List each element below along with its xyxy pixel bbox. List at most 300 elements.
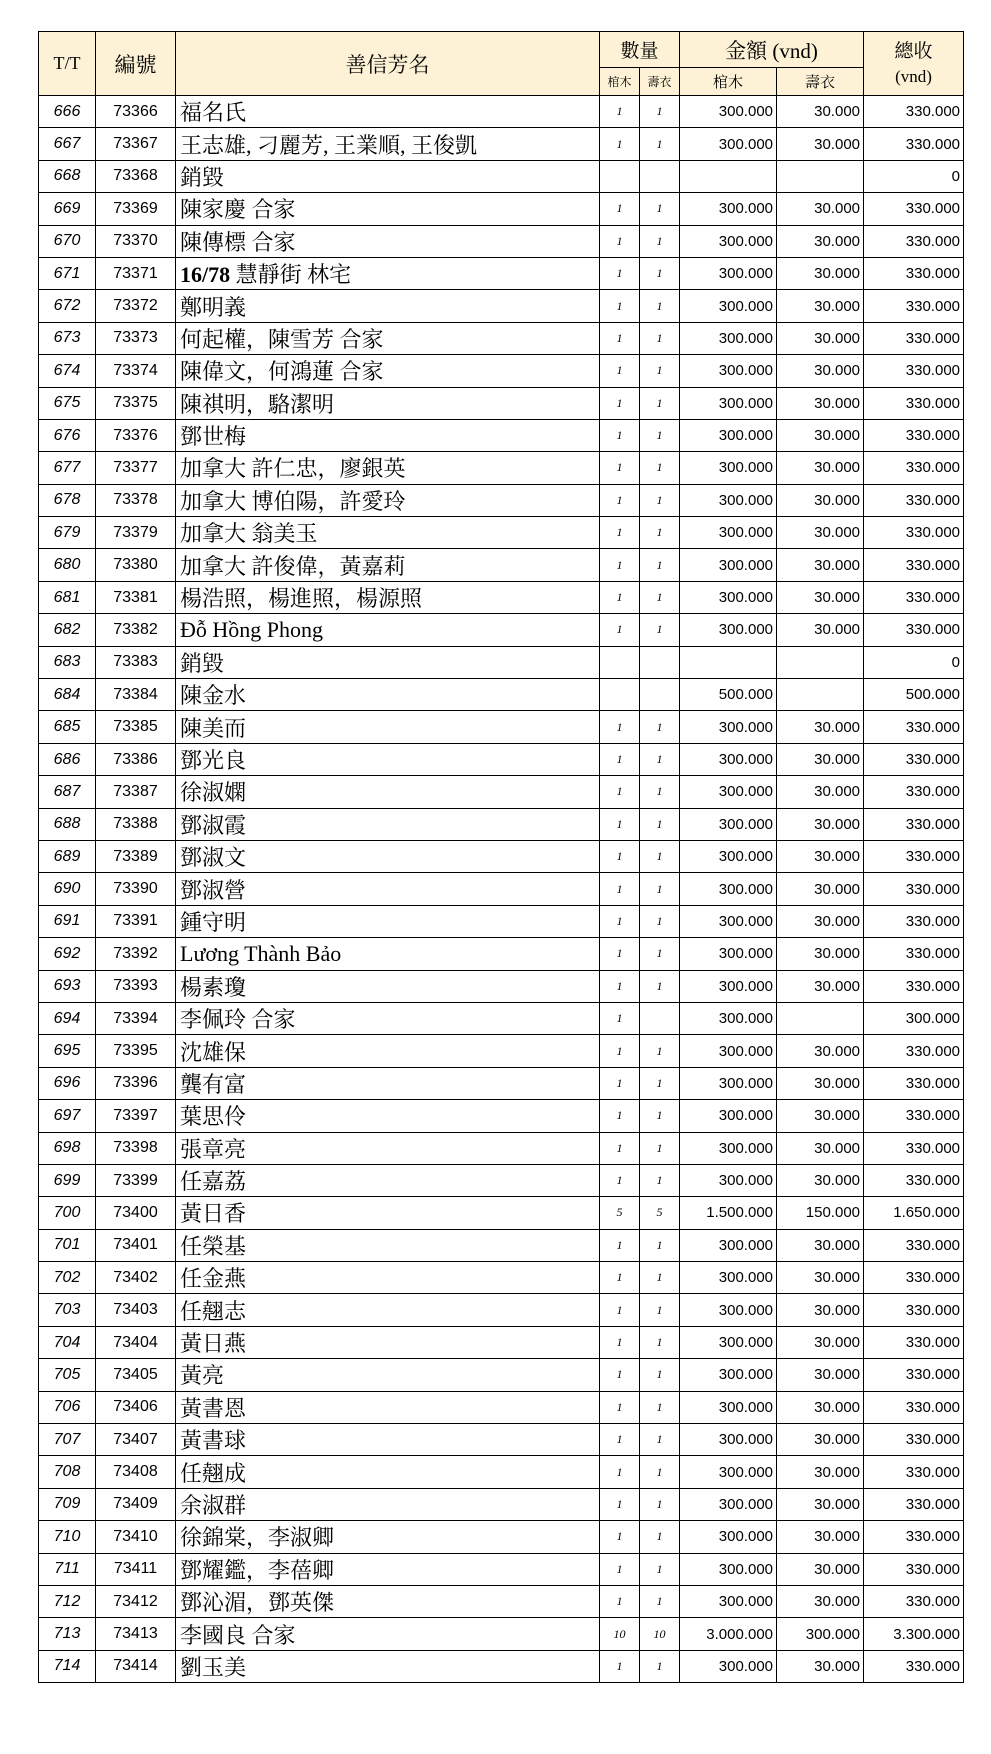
row-tt: 676	[39, 419, 96, 451]
row-amount-robe: 30.000	[777, 1262, 864, 1294]
table-row	[39, 1002, 964, 1034]
row-amount-coffin: 300.000	[680, 743, 777, 775]
row-amount-coffin: 300.000	[680, 1035, 777, 1067]
row-qty-robe: 1	[640, 1262, 680, 1294]
row-donor-name: 陳美而	[176, 711, 600, 743]
row-tt: 703	[39, 1294, 96, 1326]
row-total: 330.000	[864, 970, 964, 1002]
row-donor-name-text: 慧靜街 林宅	[235, 262, 352, 288]
row-amount-robe: 30.000	[777, 1294, 864, 1326]
table-row	[39, 711, 964, 743]
row-qty-robe: 1	[640, 776, 680, 808]
row-tt: 681	[39, 581, 96, 613]
row-qty-robe: 10	[640, 1618, 680, 1650]
row-amount-coffin: 300.000	[680, 517, 777, 549]
row-qty-coffin: 1	[600, 1294, 640, 1326]
row-donor-address-number: 16/78	[180, 262, 231, 288]
row-amount-robe: 30.000	[777, 419, 864, 451]
row-total: 330.000	[864, 614, 964, 646]
row-qty-robe: 1	[640, 873, 680, 905]
row-amount-coffin: 300.000	[680, 711, 777, 743]
row-qty-robe: 1	[640, 1067, 680, 1099]
row-donor-name: 李國良 合家	[176, 1618, 600, 1650]
row-qty-robe: 1	[640, 1488, 680, 1520]
row-total: 330.000	[864, 1488, 964, 1520]
row-amount-robe: 30.000	[777, 614, 864, 646]
row-total: 330.000	[864, 1391, 964, 1423]
header-amount-robe: 壽衣	[777, 68, 864, 96]
row-amount-coffin: 300.000	[680, 225, 777, 257]
row-total: 330.000	[864, 1424, 964, 1456]
row-amount-coffin: 300.000	[680, 128, 777, 160]
row-amount-coffin: 300.000	[680, 808, 777, 840]
row-total: 330.000	[864, 128, 964, 160]
row-total: 330.000	[864, 1164, 964, 1196]
row-number: 73413	[96, 1618, 176, 1650]
row-qty-robe: 1	[640, 743, 680, 775]
row-amount-robe: 30.000	[777, 970, 864, 1002]
row-number: 73392	[96, 938, 176, 970]
row-total: 330.000	[864, 1067, 964, 1099]
row-qty-robe: 1	[640, 1456, 680, 1488]
row-amount-coffin: 300.000	[680, 873, 777, 905]
row-number: 73406	[96, 1391, 176, 1423]
row-amount-robe: 30.000	[777, 257, 864, 289]
row-donor-name: 陳傳標 合家	[176, 225, 600, 257]
header-amount: 金額 (vnd)	[680, 32, 864, 68]
row-total: 330.000	[864, 1294, 964, 1326]
row-number: 73375	[96, 387, 176, 419]
row-qty-robe: 1	[640, 1326, 680, 1358]
row-donor-name: 黃書恩	[176, 1391, 600, 1423]
table-row	[39, 1164, 964, 1196]
row-tt: 677	[39, 452, 96, 484]
row-number: 73381	[96, 581, 176, 613]
row-amount-robe: 30.000	[777, 355, 864, 387]
row-donor-name: 任金燕	[176, 1262, 600, 1294]
row-number: 73409	[96, 1488, 176, 1520]
row-tt: 669	[39, 193, 96, 225]
row-total: 330.000	[864, 1521, 964, 1553]
row-amount-robe: 30.000	[777, 1035, 864, 1067]
row-qty-coffin: 1	[600, 322, 640, 354]
row-number: 73388	[96, 808, 176, 840]
row-qty-coffin: 1	[600, 549, 640, 581]
row-total: 330.000	[864, 1359, 964, 1391]
row-tt: 682	[39, 614, 96, 646]
row-donor-name: 鄧光良	[176, 743, 600, 775]
row-amount-coffin: 300.000	[680, 1294, 777, 1326]
table-row	[39, 1650, 964, 1682]
row-amount-robe: 30.000	[777, 743, 864, 775]
table-row	[39, 1132, 964, 1164]
row-tt: 695	[39, 1035, 96, 1067]
table-row	[39, 679, 964, 711]
row-amount-robe: 30.000	[777, 808, 864, 840]
row-total: 330.000	[864, 905, 964, 937]
table-row	[39, 128, 964, 160]
row-qty-robe: 1	[640, 970, 680, 1002]
row-total: 330.000	[864, 355, 964, 387]
row-tt: 685	[39, 711, 96, 743]
row-amount-coffin: 300.000	[680, 614, 777, 646]
row-qty-robe: 1	[640, 581, 680, 613]
row-donor-name: 加拿大 許俊偉，黃嘉莉	[176, 549, 600, 581]
header-quantity: 數量	[600, 32, 680, 68]
row-amount-robe: 30.000	[777, 1359, 864, 1391]
row-amount-robe: 30.000	[777, 840, 864, 872]
row-amount-coffin: 300.000	[680, 193, 777, 225]
row-total: 3.300.000	[864, 1618, 964, 1650]
row-number: 73368	[96, 160, 176, 192]
row-qty-robe	[640, 646, 680, 678]
row-amount-robe: 30.000	[777, 1650, 864, 1682]
row-total: 330.000	[864, 776, 964, 808]
row-amount-coffin: 300.000	[680, 1553, 777, 1585]
row-amount-coffin: 300.000	[680, 970, 777, 1002]
row-qty-coffin: 1	[600, 193, 640, 225]
row-tt: 672	[39, 290, 96, 322]
row-amount-coffin: 300.000	[680, 1164, 777, 1196]
row-amount-coffin: 300.000	[680, 1488, 777, 1520]
row-tt: 700	[39, 1197, 96, 1229]
row-total: 330.000	[864, 96, 964, 128]
row-qty-coffin: 1	[600, 257, 640, 289]
row-number: 73371	[96, 257, 176, 289]
row-donor-name: 加拿大 翁美玉	[176, 517, 600, 549]
row-amount-robe: 30.000	[777, 193, 864, 225]
table-row	[39, 160, 964, 192]
row-tt: 707	[39, 1424, 96, 1456]
row-total: 330.000	[864, 1132, 964, 1164]
row-number: 73374	[96, 355, 176, 387]
row-tt: 696	[39, 1067, 96, 1099]
row-amount-robe: 30.000	[777, 1164, 864, 1196]
row-donor-name: 任翹志	[176, 1294, 600, 1326]
row-qty-robe: 1	[640, 290, 680, 322]
row-donor-name: 鄧淑霞	[176, 808, 600, 840]
row-donor-name: 任翹成	[176, 1456, 600, 1488]
table-row	[39, 1359, 964, 1391]
row-amount-robe: 30.000	[777, 905, 864, 937]
row-tt: 667	[39, 128, 96, 160]
row-qty-robe	[640, 679, 680, 711]
row-tt: 710	[39, 1521, 96, 1553]
row-amount-robe: 30.000	[777, 1424, 864, 1456]
row-number: 73369	[96, 193, 176, 225]
row-number: 73367	[96, 128, 176, 160]
row-number: 73414	[96, 1650, 176, 1682]
row-qty-coffin: 1	[600, 1553, 640, 1585]
row-qty-coffin: 1	[600, 614, 640, 646]
row-total: 330.000	[864, 581, 964, 613]
row-amount-robe: 30.000	[777, 776, 864, 808]
row-qty-coffin	[600, 679, 640, 711]
row-donor-name: 鄧淑文	[176, 840, 600, 872]
row-amount-robe: 30.000	[777, 387, 864, 419]
row-amount-coffin: 300.000	[680, 1262, 777, 1294]
row-qty-coffin: 1	[600, 1488, 640, 1520]
row-amount-coffin	[680, 160, 777, 192]
row-donor-name: Đỗ Hồng Phong	[176, 614, 600, 646]
table-row	[39, 1067, 964, 1099]
row-qty-coffin: 1	[600, 1132, 640, 1164]
row-total: 330.000	[864, 840, 964, 872]
row-qty-coffin: 1	[600, 96, 640, 128]
table-body	[39, 96, 964, 1683]
row-amount-coffin: 300.000	[680, 1650, 777, 1682]
row-amount-coffin: 500.000	[680, 679, 777, 711]
row-amount-robe: 30.000	[777, 1229, 864, 1261]
row-qty-coffin: 1	[600, 581, 640, 613]
table-row	[39, 193, 964, 225]
row-amount-robe: 30.000	[777, 517, 864, 549]
row-qty-robe: 1	[640, 193, 680, 225]
row-qty-robe: 1	[640, 322, 680, 354]
header-amount-coffin: 棺木	[680, 68, 777, 96]
row-qty-coffin: 1	[600, 1262, 640, 1294]
row-donor-name: 鍾守明	[176, 905, 600, 937]
row-amount-robe: 30.000	[777, 290, 864, 322]
row-tt: 692	[39, 938, 96, 970]
row-amount-coffin: 300.000	[680, 938, 777, 970]
row-total: 330.000	[864, 452, 964, 484]
row-number: 73370	[96, 225, 176, 257]
row-number: 73398	[96, 1132, 176, 1164]
row-amount-robe	[777, 646, 864, 678]
row-total: 330.000	[864, 1262, 964, 1294]
row-number: 73404	[96, 1326, 176, 1358]
row-amount-robe: 300.000	[777, 1618, 864, 1650]
row-amount-coffin: 300.000	[680, 776, 777, 808]
row-amount-coffin: 3.000.000	[680, 1618, 777, 1650]
table-row	[39, 646, 964, 678]
row-donor-name: 沈雄保	[176, 1035, 600, 1067]
row-amount-coffin: 300.000	[680, 387, 777, 419]
row-amount-robe: 30.000	[777, 1456, 864, 1488]
row-qty-coffin: 10	[600, 1618, 640, 1650]
table-row	[39, 549, 964, 581]
row-amount-coffin: 300.000	[680, 1359, 777, 1391]
row-tt: 706	[39, 1391, 96, 1423]
row-donor-name: 鄧淑營	[176, 873, 600, 905]
header-total-label: 總收	[894, 40, 933, 62]
table-row	[39, 484, 964, 516]
table-row	[39, 1424, 964, 1456]
row-number: 73397	[96, 1100, 176, 1132]
row-qty-coffin: 1	[600, 905, 640, 937]
row-number: 73411	[96, 1553, 176, 1585]
row-qty-coffin: 1	[600, 452, 640, 484]
row-donor-name: 加拿大 許仁忠，廖銀英	[176, 452, 600, 484]
row-qty-coffin: 1	[600, 970, 640, 1002]
table-row	[39, 1488, 964, 1520]
row-donor-name: 鄧耀鑑，李蓓卿	[176, 1553, 600, 1585]
row-number: 73401	[96, 1229, 176, 1261]
row-amount-coffin: 300.000	[680, 257, 777, 289]
row-tt: 683	[39, 646, 96, 678]
row-tt: 670	[39, 225, 96, 257]
row-amount-coffin: 300.000	[680, 581, 777, 613]
row-total: 330.000	[864, 1035, 964, 1067]
row-qty-coffin	[600, 160, 640, 192]
row-amount-robe: 30.000	[777, 549, 864, 581]
row-qty-coffin: 1	[600, 1067, 640, 1099]
table-row	[39, 1035, 964, 1067]
row-amount-coffin: 300.000	[680, 549, 777, 581]
row-donor-name: 鄧世梅	[176, 419, 600, 451]
row-qty-robe: 1	[640, 1229, 680, 1261]
row-qty-robe	[640, 1002, 680, 1034]
row-total: 330.000	[864, 1553, 964, 1585]
row-donor-name: 王志雄, 刁麗芳, 王業順, 王俊凱	[176, 128, 600, 160]
row-qty-coffin: 1	[600, 1100, 640, 1132]
row-amount-coffin: 300.000	[680, 1391, 777, 1423]
row-tt: 688	[39, 808, 96, 840]
table-row	[39, 1553, 964, 1585]
row-amount-robe: 30.000	[777, 1326, 864, 1358]
table-row	[39, 840, 964, 872]
row-tt: 679	[39, 517, 96, 549]
row-amount-robe: 30.000	[777, 1132, 864, 1164]
row-qty-robe: 1	[640, 711, 680, 743]
table-row	[39, 970, 964, 1002]
row-qty-robe: 1	[640, 1585, 680, 1617]
row-qty-coffin: 1	[600, 387, 640, 419]
row-qty-coffin: 1	[600, 1585, 640, 1617]
row-qty-coffin: 1	[600, 484, 640, 516]
table-row	[39, 355, 964, 387]
row-donor-name: 余淑群	[176, 1488, 600, 1520]
table-row	[39, 290, 964, 322]
table-row	[39, 1456, 964, 1488]
row-qty-coffin: 1	[600, 743, 640, 775]
row-amount-robe	[777, 1002, 864, 1034]
row-qty-robe: 1	[640, 1035, 680, 1067]
header-donor-name: 善信芳名	[176, 32, 600, 96]
table-row	[39, 419, 964, 451]
row-total: 330.000	[864, 290, 964, 322]
row-qty-robe: 5	[640, 1197, 680, 1229]
row-donor-name: 徐錦棠，李淑卿	[176, 1521, 600, 1553]
row-amount-robe: 30.000	[777, 1100, 864, 1132]
table-row	[39, 1197, 964, 1229]
row-tt: 666	[39, 96, 96, 128]
table-row	[39, 452, 964, 484]
row-donor-name: 龔有富	[176, 1067, 600, 1099]
row-tt: 702	[39, 1262, 96, 1294]
row-tt: 678	[39, 484, 96, 516]
row-donor-name: 李佩玲 合家	[176, 1002, 600, 1034]
row-qty-robe: 1	[640, 1553, 680, 1585]
row-tt: 694	[39, 1002, 96, 1034]
donation-table	[38, 31, 964, 1683]
row-qty-robe: 1	[640, 938, 680, 970]
table-row	[39, 257, 964, 289]
row-qty-coffin: 1	[600, 840, 640, 872]
row-tt: 701	[39, 1229, 96, 1261]
table-row	[39, 938, 964, 970]
row-donor-name: 陳祺明，駱潔明	[176, 387, 600, 419]
row-total: 330.000	[864, 193, 964, 225]
row-donor-name: 張章亮	[176, 1132, 600, 1164]
row-number: 73376	[96, 419, 176, 451]
row-tt: 704	[39, 1326, 96, 1358]
row-tt: 675	[39, 387, 96, 419]
row-amount-coffin: 300.000	[680, 840, 777, 872]
row-qty-coffin: 1	[600, 128, 640, 160]
row-tt: 691	[39, 905, 96, 937]
row-tt: 689	[39, 840, 96, 872]
row-qty-robe: 1	[640, 452, 680, 484]
row-number: 73377	[96, 452, 176, 484]
row-amount-coffin: 300.000	[680, 1067, 777, 1099]
header-total	[864, 32, 964, 96]
header-qty-robe: 壽衣	[640, 68, 680, 96]
row-tt: 668	[39, 160, 96, 192]
row-amount-coffin: 300.000	[680, 1132, 777, 1164]
row-amount-coffin: 300.000	[680, 1585, 777, 1617]
row-donor-name: 楊素瓊	[176, 970, 600, 1002]
row-amount-robe: 30.000	[777, 322, 864, 354]
row-number: 73366	[96, 96, 176, 128]
row-amount-coffin: 300.000	[680, 355, 777, 387]
row-tt: 714	[39, 1650, 96, 1682]
row-qty-coffin: 1	[600, 290, 640, 322]
row-donor-name: 鄭明義	[176, 290, 600, 322]
row-number: 73408	[96, 1456, 176, 1488]
row-total: 330.000	[864, 1585, 964, 1617]
row-total: 330.000	[864, 808, 964, 840]
row-total: 500.000	[864, 679, 964, 711]
row-donor-name: 徐淑嫻	[176, 776, 600, 808]
row-qty-coffin: 1	[600, 1650, 640, 1682]
row-amount-coffin: 300.000	[680, 1002, 777, 1034]
row-amount-robe: 30.000	[777, 1553, 864, 1585]
row-total: 330.000	[864, 549, 964, 581]
row-total: 330.000	[864, 873, 964, 905]
row-donor-name: 任嘉荔	[176, 1164, 600, 1196]
row-qty-robe: 1	[640, 128, 680, 160]
row-number: 73382	[96, 614, 176, 646]
row-donor-name: 葉思伶	[176, 1100, 600, 1132]
table-row	[39, 808, 964, 840]
table-row	[39, 1391, 964, 1423]
row-tt: 711	[39, 1553, 96, 1585]
row-qty-coffin: 5	[600, 1197, 640, 1229]
row-donor-name: 黃日香	[176, 1197, 600, 1229]
row-tt: 713	[39, 1618, 96, 1650]
row-total: 0	[864, 646, 964, 678]
row-donor-name: 陳家慶 合家	[176, 193, 600, 225]
row-qty-robe: 1	[640, 517, 680, 549]
row-qty-robe: 1	[640, 257, 680, 289]
row-number: 73395	[96, 1035, 176, 1067]
row-number: 73410	[96, 1521, 176, 1553]
row-qty-coffin: 1	[600, 355, 640, 387]
row-number: 73407	[96, 1424, 176, 1456]
table-row	[39, 1618, 964, 1650]
row-total: 330.000	[864, 711, 964, 743]
table-row	[39, 517, 964, 549]
row-total: 330.000	[864, 938, 964, 970]
row-qty-coffin: 1	[600, 938, 640, 970]
table-row	[39, 96, 964, 128]
table-row	[39, 1294, 964, 1326]
row-qty-robe: 1	[640, 355, 680, 387]
row-qty-robe: 1	[640, 808, 680, 840]
row-amount-robe: 30.000	[777, 1067, 864, 1099]
